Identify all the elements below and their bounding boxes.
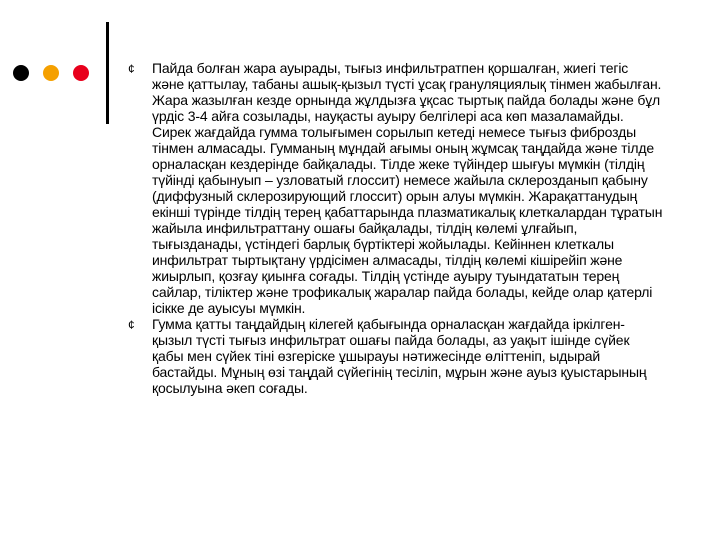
decor-vertical-line	[106, 22, 109, 124]
slide-body	[128, 60, 663, 396]
bullet-item	[128, 60, 663, 316]
bullet-icon: ¢	[128, 62, 135, 76]
decor-dot-orange	[43, 65, 59, 81]
decor-dot-red	[73, 65, 89, 81]
bullet-icon: ¢	[128, 318, 135, 332]
bullet-text: Пайда болған жара ауырады, тығыз инфильтратпен қоршалған, жиегі тегіс және қаттылау, табаны ашық-қызыл түсті ұсақ грануляциялық тінмен жабылған. Жара жазылған кезде орнында жұлдызға ұқсас тыртық пайда болады және бұл үрдіс 3-4 айға созылады, науқасты ауыру белгілері аса көп мазаламайды. Сирек жағдайда гумма толығымен сорылып кетеді немесе тығыз фиброзды тінмен алмасады. Гумманың мұндай ағымы оның жұмсақ таңдайда және тілде орналасқан кездерінде байқалады. Тілде жеке түйіндер шығуы мүмкін (тілдің түйінді қабынуып – узловатый глоссит) немесе жайыла склерозданып қабыну (диффузный склерозирующий глоссит) орын алуы мүмкін. Жарақаттанудың екінші түрінде тілдің терең қабаттарында плазматикалық клеткалардан тұратын жайыла инфильтраттану ошағы байқалады, тілдің көлемі ұлғайып, тығызданады, үстіндегі барлық бүртіктері жойылады. Кейіннен клеткалы инфильтрат тыртықтану үрдісімен алмасады, тілдің көлемі кішірейіп және жиырлып, қозғау қиынға соғады. Тілдің үстінде ауыру туындататын терең сайлар, тіліктер және трофикалық жаралар пайда болады, кейде олар қатерлі ісікке де ауысуы мүмкін.	[152, 60, 663, 316]
bullet-text: Гумма қатты таңдайдың кілегей қабығында орналасқан жағдайда іркілген-қызыл түсті тығыз инфильтрат ошағы пайда болады, аз уақыт ішінде сүйек қабы мен сүйек тіні өзгеріске ұшырауы нәтижесінде өліттеніп, ыдырай бастайды. Мұның өзі таңдай сүйегінің тесіліп, мұрын және ауыз қуыстарының қосылуына әкеп соғады.	[152, 316, 647, 396]
bullet-item	[128, 316, 663, 396]
decor-dot-black	[13, 65, 29, 81]
